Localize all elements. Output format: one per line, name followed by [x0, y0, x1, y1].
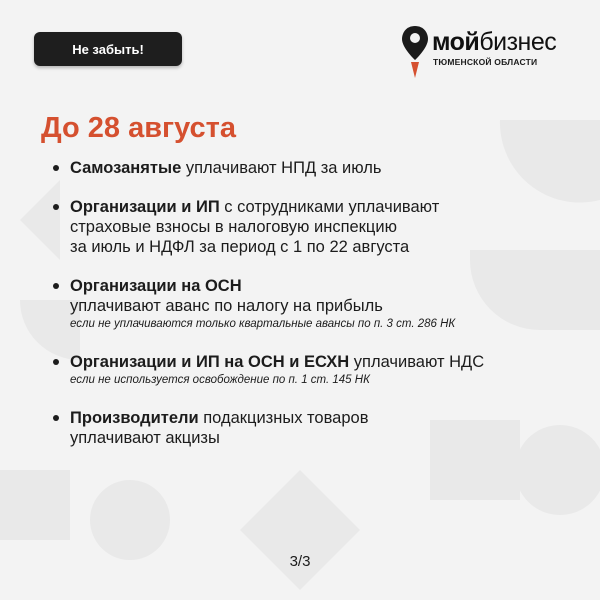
item-line	[70, 276, 570, 296]
map-pin-icon	[400, 24, 430, 80]
logo-subtitle: ТЮМЕНСКОЙ ОБЛАСТИ	[433, 57, 538, 67]
bullet	[53, 415, 59, 421]
logo	[400, 24, 575, 84]
item-line: уплачивают аванс по налогу на прибыль	[70, 297, 383, 315]
item-text: подакцизных товаров	[198, 409, 369, 427]
item-subject: Самозанятые	[70, 159, 182, 177]
item-subject: Организации на ОСН	[70, 277, 242, 295]
item-line	[70, 408, 570, 428]
item-subject: Организации и ИП	[70, 198, 220, 216]
item-text: уплачивают НПД за июль	[181, 159, 382, 177]
item-subject: Производители	[70, 409, 199, 427]
bullet	[53, 204, 59, 210]
list-item	[50, 158, 570, 178]
item-text: с сотрудниками уплачивают	[219, 198, 440, 216]
item-line	[70, 197, 570, 217]
item-note: если не уплачиваются только квартальные авансы по п. 3 ст. 286 НК	[70, 318, 456, 330]
logo-title-regular: бизнес	[479, 28, 557, 56]
logo-title-bold: мой	[432, 28, 480, 56]
item-note: если не используется освобождение по п. 1 ст. 145 НК	[70, 374, 370, 386]
bullet	[53, 165, 59, 171]
deadline-heading: До 28 августа	[41, 112, 236, 144]
list-item	[50, 197, 570, 257]
bullet	[53, 283, 59, 289]
bullet	[53, 359, 59, 365]
list-item	[50, 352, 570, 389]
list-item	[50, 276, 570, 333]
obligations-list	[50, 158, 570, 467]
item-text: уплачивают НДС	[349, 353, 485, 371]
item-line: уплачивают акцизы	[70, 429, 220, 447]
item-line	[70, 352, 570, 372]
item-line: страховые взносы в налоговую инспекцию	[70, 218, 397, 236]
logo-title	[432, 28, 556, 57]
item-line	[70, 158, 570, 178]
list-item	[50, 408, 570, 448]
item-line: за июль и НДФЛ за период с 1 по 22 августа	[70, 238, 410, 256]
reminder-badge: Не забыть!	[34, 32, 182, 66]
item-subject: Организации и ИП на ОСН и ЕСХН	[70, 353, 350, 371]
page-indicator: 3/3	[289, 553, 311, 570]
